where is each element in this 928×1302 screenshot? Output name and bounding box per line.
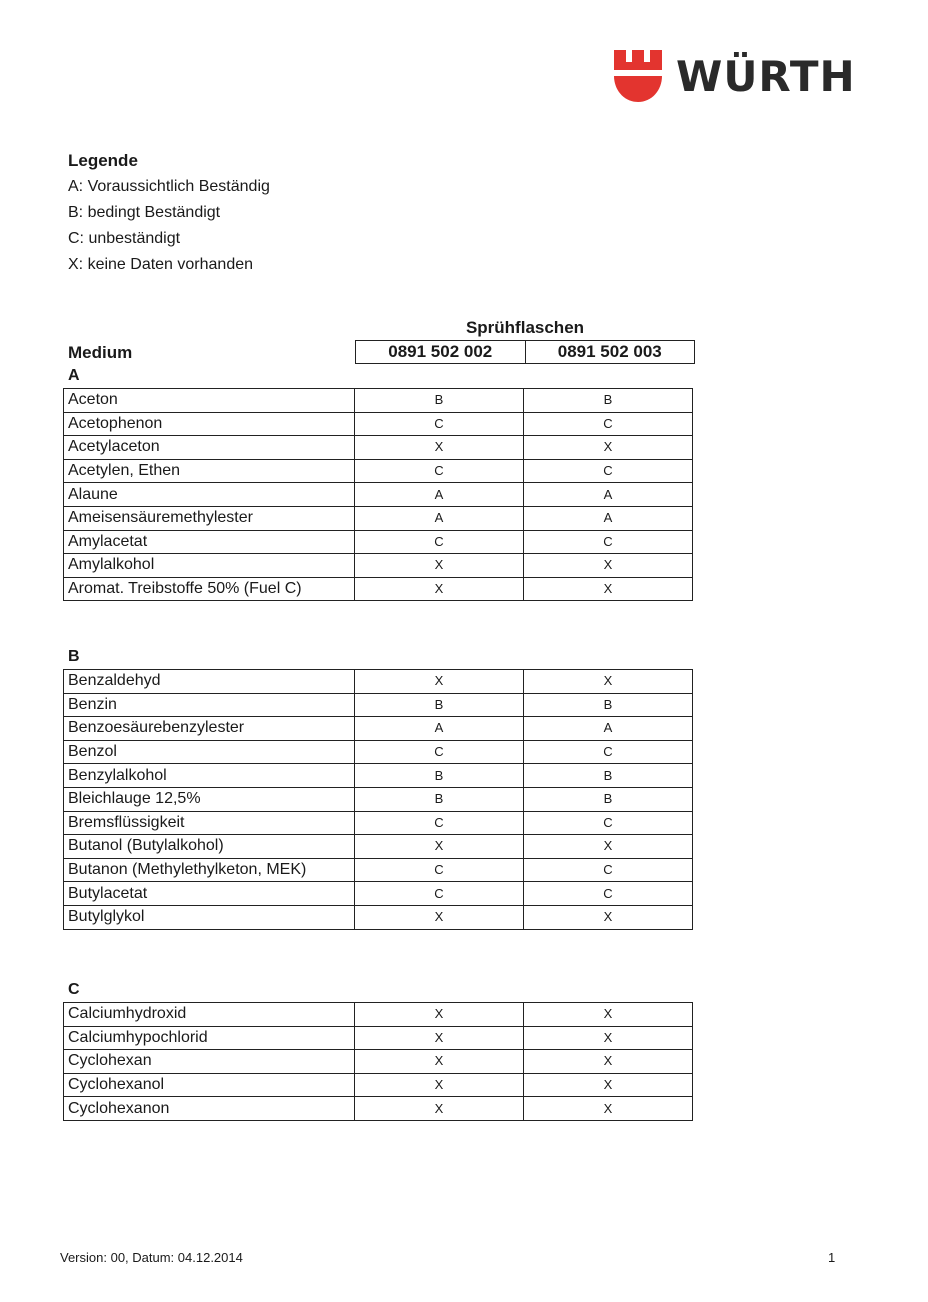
legend-item: B: bedingt Beständigt — [68, 204, 221, 221]
medium-name-cell: Calciumhypochlorid — [64, 1026, 355, 1050]
rating-cell: X — [524, 835, 693, 859]
rating-cell: X — [355, 905, 524, 929]
legend — [68, 150, 270, 278]
section-letter-c: C — [68, 981, 80, 998]
table-row — [64, 835, 693, 859]
medium-name-cell: Benzoesäurebenzylester — [64, 717, 355, 741]
rating-cell: C — [524, 530, 693, 554]
rating-cell: C — [355, 459, 524, 483]
table-row — [64, 577, 693, 601]
rating-cell: C — [355, 811, 524, 835]
table-row — [64, 905, 693, 929]
rating-cell: C — [524, 412, 693, 436]
rating-cell: C — [355, 858, 524, 882]
table-row — [64, 483, 693, 507]
table-row — [64, 740, 693, 764]
table-row — [64, 1050, 693, 1074]
rating-cell: C — [355, 882, 524, 906]
medium-name-cell: Butanon (Methylethylketon, MEK) — [64, 858, 355, 882]
wurth-logo — [612, 48, 868, 106]
medium-label: Medium — [68, 343, 133, 362]
table-row — [64, 459, 693, 483]
medium-name-cell: Calciumhydroxid — [64, 1003, 355, 1027]
rating-cell: B — [355, 787, 524, 811]
medium-name-cell: Acetylen, Ethen — [64, 459, 355, 483]
table-row — [64, 693, 693, 717]
rating-cell: A — [524, 717, 693, 741]
rating-cell: X — [524, 670, 693, 694]
rating-cell: C — [524, 882, 693, 906]
rating-cell: A — [524, 506, 693, 530]
rating-cell: B — [524, 693, 693, 717]
legend-item: A: Voraussichtlich Beständig — [68, 178, 270, 195]
rating-cell: X — [355, 436, 524, 460]
medium-name-cell: Aceton — [64, 389, 355, 413]
medium-name-cell: Benzylalkohol — [64, 764, 355, 788]
medium-name-cell: Ameisensäuremethylester — [64, 506, 355, 530]
medium-name-cell: Benzin — [64, 693, 355, 717]
table-row — [64, 554, 693, 578]
rating-cell: X — [524, 905, 693, 929]
rating-cell: X — [524, 1050, 693, 1074]
medium-name-cell: Acetylaceton — [64, 436, 355, 460]
medium-name-cell: Benzaldehyd — [64, 670, 355, 694]
table-row — [64, 764, 693, 788]
column-group-title: Sprühflaschen — [465, 318, 585, 337]
rating-cell: X — [355, 1073, 524, 1097]
medium-name-cell: Benzol — [64, 740, 355, 764]
rating-cell: C — [524, 740, 693, 764]
legend-item: C: unbeständigt — [68, 230, 181, 247]
medium-name-cell: Butanol (Butylalkohol) — [64, 835, 355, 859]
rating-cell: B — [355, 764, 524, 788]
legend-title: Legende — [68, 151, 138, 170]
rating-cell: X — [355, 1026, 524, 1050]
column-header-2: 0891 502 003 — [525, 341, 695, 363]
rating-cell: B — [524, 787, 693, 811]
footer-version: Version: 00, Datum: 04.12.2014 — [60, 1250, 243, 1265]
rating-cell: X — [524, 1073, 693, 1097]
rating-cell: X — [355, 670, 524, 694]
table-row — [64, 787, 693, 811]
rating-cell: C — [355, 740, 524, 764]
medium-name-cell: Bremsflüssigkeit — [64, 811, 355, 835]
rating-cell: A — [355, 483, 524, 507]
medium-name-cell: Aromat. Treibstoffe 50% (Fuel C) — [64, 577, 355, 601]
table-row — [64, 811, 693, 835]
rating-cell: B — [355, 693, 524, 717]
resistance-table-c — [63, 1002, 693, 1121]
rating-cell: C — [524, 858, 693, 882]
rating-cell: B — [355, 389, 524, 413]
rating-cell: A — [355, 506, 524, 530]
rating-cell: A — [355, 717, 524, 741]
resistance-table-b — [63, 669, 693, 930]
rating-cell: X — [355, 1003, 524, 1027]
section-letter-b: B — [68, 648, 80, 665]
table-row — [64, 412, 693, 436]
rating-cell: C — [355, 412, 524, 436]
rating-cell: X — [524, 577, 693, 601]
wurth-logo-mark-icon — [612, 48, 664, 104]
rating-cell: X — [355, 835, 524, 859]
table-row — [64, 1026, 693, 1050]
legend-item: X: keine Daten vorhanden — [68, 256, 254, 273]
page-number: 1 — [828, 1250, 836, 1265]
medium-name-cell: Acetophenon — [64, 412, 355, 436]
table-row — [64, 717, 693, 741]
medium-name-cell: Cyclohexanon — [64, 1097, 355, 1121]
table-row — [64, 506, 693, 530]
rating-cell: X — [524, 436, 693, 460]
medium-name-cell: Cyclohexan — [64, 1050, 355, 1074]
medium-name-cell: Bleichlauge 12,5% — [64, 787, 355, 811]
rating-cell: C — [524, 459, 693, 483]
rating-cell: C — [355, 530, 524, 554]
rating-cell: X — [355, 1097, 524, 1121]
rating-cell: X — [524, 1097, 693, 1121]
medium-name-cell: Amylalkohol — [64, 554, 355, 578]
logo-text: WÜRTH — [676, 52, 856, 101]
rating-cell: X — [355, 554, 524, 578]
column-headers — [355, 340, 695, 364]
rating-cell: X — [355, 1050, 524, 1074]
rating-cell: B — [524, 389, 693, 413]
table-row — [64, 1003, 693, 1027]
section-letter-a: A — [68, 367, 80, 384]
medium-name-cell: Amylacetat — [64, 530, 355, 554]
rating-cell: A — [524, 483, 693, 507]
rating-cell: C — [524, 811, 693, 835]
column-header-1: 0891 502 002 — [388, 342, 493, 361]
table-row — [64, 858, 693, 882]
table-row — [64, 436, 693, 460]
medium-name-cell: Alaune — [64, 483, 355, 507]
table-row — [64, 1097, 693, 1121]
table-row — [64, 389, 693, 413]
medium-name-cell: Butylglykol — [64, 905, 355, 929]
rating-cell: X — [355, 577, 524, 601]
rating-cell: X — [524, 554, 693, 578]
resistance-table-a — [63, 388, 693, 601]
table-row — [64, 1073, 693, 1097]
medium-name-cell: Butylacetat — [64, 882, 355, 906]
medium-name-cell: Cyclohexanol — [64, 1073, 355, 1097]
table-row — [64, 670, 693, 694]
rating-cell: B — [524, 764, 693, 788]
table-row — [64, 530, 693, 554]
rating-cell: X — [524, 1003, 693, 1027]
table-row — [64, 882, 693, 906]
rating-cell: X — [524, 1026, 693, 1050]
